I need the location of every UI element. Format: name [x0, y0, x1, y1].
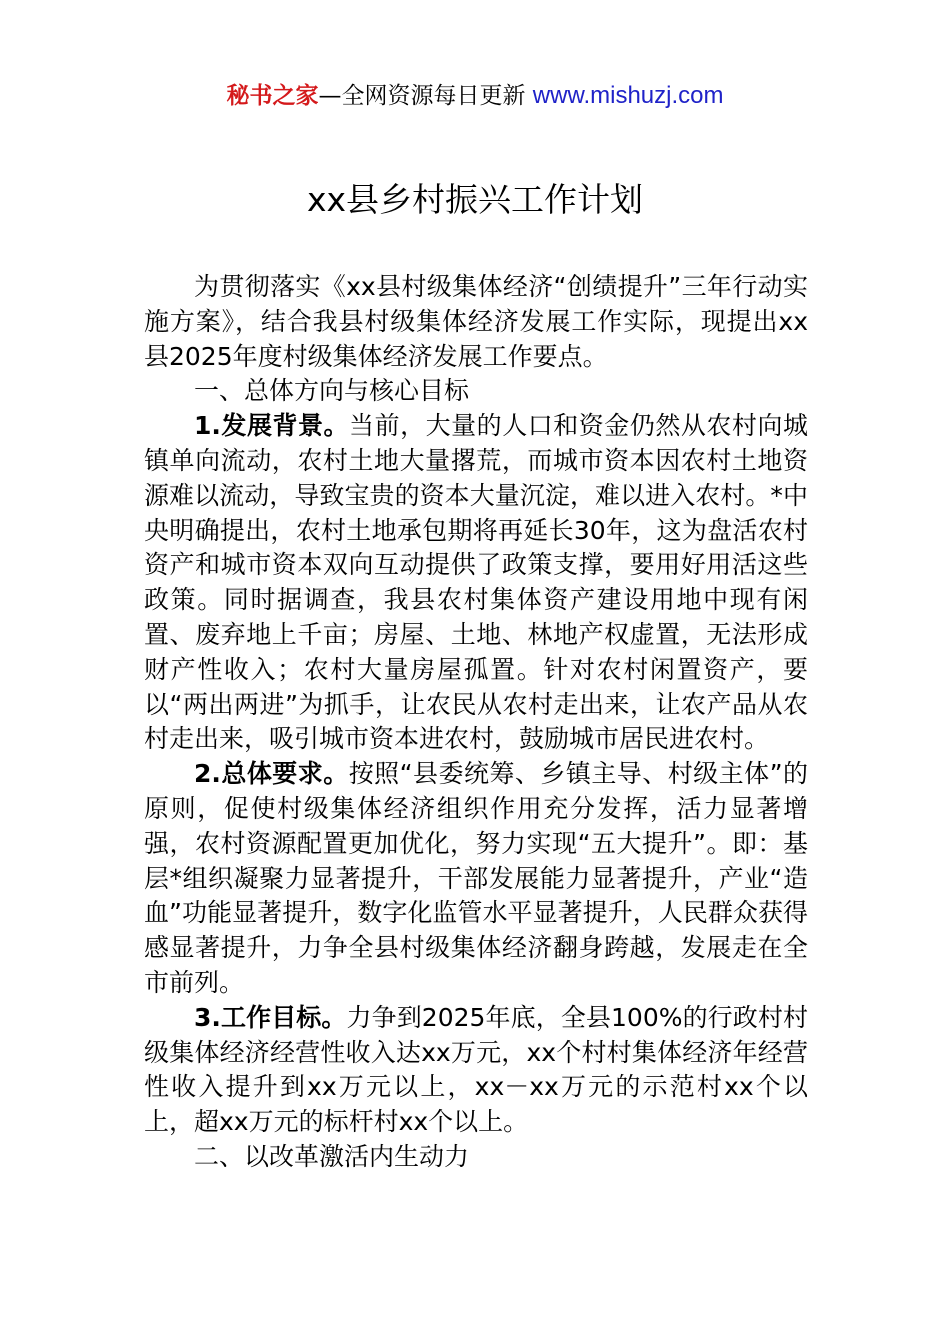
site-brand: 秘书之家 [226, 83, 319, 109]
paragraph-text: 一、总体方向与核心目标 [194, 376, 470, 406]
paragraph-label: 1.发展背景。 [194, 411, 350, 441]
paragraph-label: 2.总体要求。 [194, 759, 349, 789]
goals-paragraph [144, 1001, 808, 1140]
section-heading-1 [144, 374, 808, 409]
document-body [144, 270, 808, 1175]
paragraph-text: 按照“县委统筹、乡镇主导、村级主体”的原则，促使村级集体经济组织作用充分发挥，活力显著增强，农村资源配置更加优化，努力实现“五大提升”。即：基层*组织凝聚力显著提升，干部发展能力显著提升，产业“造血”功能显著提升，数字化监管水平显著提升，人民群众获得感显著提升，力争全县村级集体经济翻身跨越，发展走在全市前列。 [144, 759, 808, 997]
paragraph-text: 二、以改革激活内生动力 [194, 1141, 470, 1171]
paragraph-text: 为贯彻落实《xx县村级集体经济“创绩提升”三年行动实施方案》，结合我县村级集体经济发展工作实际，现提出xx县2025年度村级集体经济发展工作要点。 [144, 272, 808, 371]
requirements-paragraph [144, 757, 808, 1001]
site-header [0, 80, 950, 112]
paragraph-text: 当前，大量的人口和资金仍然从农村向城镇单向流动，农村土地大量撂荒，而城市资本因农村土地资源难以流动，导致宝贵的资本大量沉淀，难以进入农村。*中央明确提出，农村土地承包期将再延长30年，这为盘活农村资产和城市资本双向互动提供了政策支撑，要用好用活这些政策。同时据调查，我县农村集体资产建设用地中现有闲置、废弃地上千亩；房屋、土地、林地产权虚置，无法形成财产性收入；农村大量房屋孤置。针对农村闲置资产，要以“两出两进”为抓手，让农民从农村走出来，让农产品从农村走出来，吸引城市资本进农村，鼓励城市居民进农村。 [144, 411, 808, 754]
site-url-link[interactable]: www.mishuzj.com [532, 82, 724, 109]
paragraph-text: 力争到2025年底，全县100%的行政村村级集体经济经营性收入达xx万元，xx个村村集体经济年经营性收入提升到xx万元以上，xx－xx万元的示范村xx个以上，超xx万元的标杆村xx个以上。 [144, 1002, 808, 1137]
site-tagline: —全网资源每日更新 [318, 83, 533, 109]
section-heading-2 [144, 1140, 808, 1175]
background-paragraph [144, 409, 808, 757]
paragraph-label: 3.工作目标。 [194, 1002, 347, 1032]
document-title: xx县乡村振兴工作计划 [306, 180, 644, 219]
intro-paragraph [144, 270, 808, 374]
